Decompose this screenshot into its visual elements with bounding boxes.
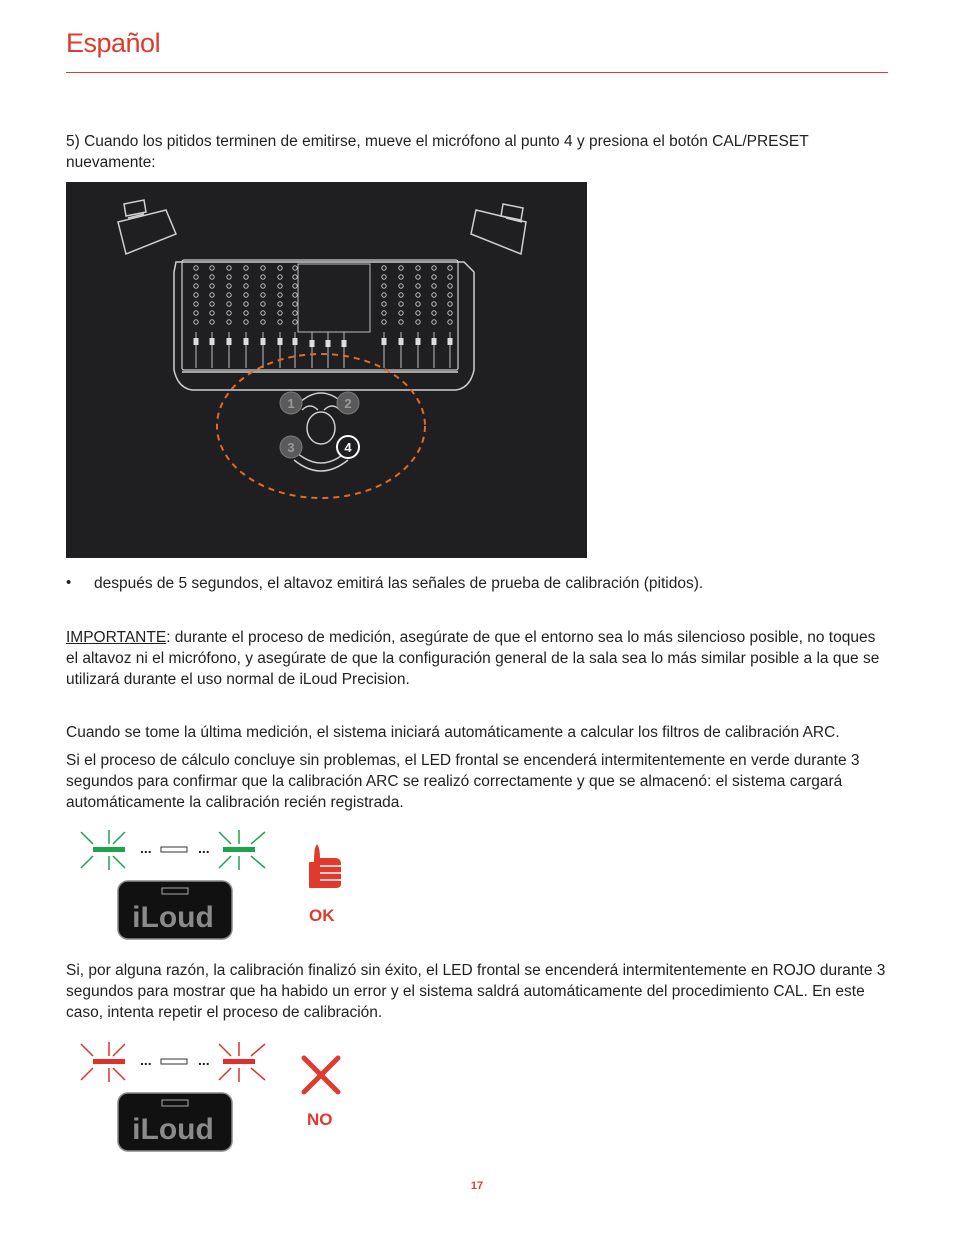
failure-illustration: [66, 1038, 366, 1163]
mixer-knob: [261, 284, 265, 288]
mixer-master-section: [298, 264, 370, 332]
mixer-knob: [227, 284, 231, 288]
mic-point-4: [337, 436, 359, 458]
svg-text:2: 2: [344, 396, 352, 411]
mixer-fader-cap: [416, 338, 421, 345]
calibration-diagram: [66, 182, 587, 558]
mixer-knob: [416, 293, 420, 297]
mic-point-1: [280, 392, 302, 414]
mic-point-2: [337, 392, 359, 414]
mixer-knob: [194, 320, 198, 324]
iloud-device: [118, 881, 232, 939]
page-number: 17: [470, 1180, 484, 1192]
left-speaker-icon: [118, 200, 176, 254]
mixer-knob: [293, 266, 297, 270]
ellipsis-left: ...: [140, 840, 152, 856]
mixer-knob: [293, 302, 297, 306]
mixer-knob: [210, 302, 214, 306]
mixer-knob: [416, 284, 420, 288]
mixer-diagram-svg: [66, 182, 587, 558]
mixer-knob: [382, 311, 386, 315]
led-blink-right-icon: [219, 1042, 265, 1082]
iloud-logo-text: iLoud: [132, 1113, 214, 1146]
mixer-knob: [244, 275, 248, 279]
important-note: [66, 627, 886, 690]
mixer-knob: [382, 266, 386, 270]
ellipsis-right: ...: [198, 1052, 210, 1068]
mixer-knob: [399, 293, 403, 297]
mixer-knob: [293, 275, 297, 279]
mixer-knob: [432, 302, 436, 306]
thumbs-up-icon: [309, 844, 341, 888]
mixer-knob: [432, 320, 436, 324]
mixer-knob: [416, 275, 420, 279]
mixer-knob: [227, 302, 231, 306]
measurement-area-outline: [217, 354, 425, 498]
mixer-knob: [227, 266, 231, 270]
mixer-fader-cap: [227, 338, 232, 345]
mixer-knob: [399, 275, 403, 279]
mixer-knob: [432, 275, 436, 279]
bullet-marker: •: [66, 574, 72, 591]
mixer-knob: [244, 293, 248, 297]
mixer-knob: [194, 266, 198, 270]
mixer-knob: [227, 293, 231, 297]
mixer-channel-strips: [194, 264, 453, 368]
mixer-fader-cap: [342, 340, 347, 347]
mixer-fader-cap: [293, 338, 298, 345]
svg-text:4: 4: [344, 440, 352, 455]
mixer-knob: [278, 320, 282, 324]
mixer-knob: [227, 275, 231, 279]
mixer-knob: [278, 284, 282, 288]
page-title: Español: [66, 28, 161, 58]
led-blink-left-icon: [81, 830, 125, 870]
mixer-knob: [227, 320, 231, 324]
mixer-knob: [416, 320, 420, 324]
mixer-fader-cap: [278, 338, 283, 345]
mixer-fader-cap: [326, 340, 331, 347]
mixer-knob: [399, 320, 403, 324]
led-off-indicator: [161, 1059, 187, 1064]
mixer-knob: [194, 275, 198, 279]
mixer-fader-cap: [244, 338, 249, 345]
success-text: Si el proceso de cálculo concluye sin problemas, el LED frontal se encenderá intermitentemente en verde durante 3 segundos para confirmar que la calibración ARC se realizó correctamente y que se almacenó: el sistema cargará automáticamente la calibración recién registrada.: [66, 752, 860, 811]
mixer-knob: [399, 311, 403, 315]
mixer-knob: [194, 302, 198, 306]
mixer-knob: [244, 311, 248, 315]
mixer-console: [174, 260, 474, 390]
ellipsis-right: ...: [198, 840, 210, 856]
mixer-knob: [261, 302, 265, 306]
mixer-knob: [432, 293, 436, 297]
mixer-knob: [278, 302, 282, 306]
mixer-knob: [448, 275, 452, 279]
mixer-knob: [210, 320, 214, 324]
right-speaker-icon: [471, 204, 526, 254]
mixer-knob: [399, 266, 403, 270]
mixer-knob: [278, 275, 282, 279]
mixer-knob: [227, 311, 231, 315]
mixer-knob: [261, 266, 265, 270]
mixer-knob: [261, 293, 265, 297]
important-text: : durante el proceso de medición, asegúrate de que el entorno sea lo más silencioso posible, no toques el altavoz ni el micrófono, y asegúrate de que la configuración general de la sala sea lo más similar posible a la que se utilizará durante el uso normal de iLoud Precision.: [66, 629, 880, 688]
mixer-knob: [261, 275, 265, 279]
mixer-knob: [448, 293, 452, 297]
iloud-device: [118, 1093, 232, 1151]
mixer-knob: [194, 311, 198, 315]
mixer-knob: [293, 293, 297, 297]
mixer-knob: [210, 293, 214, 297]
success-illustration: [66, 826, 366, 951]
step-5-text: 5) Cuando los pitidos terminen de emitirse, mueve el micrófono al punto 4 y presiona el botón CAL/PRESET nuevamente:: [66, 133, 809, 171]
mixer-fader-cap: [261, 338, 266, 345]
mixer-knob: [382, 302, 386, 306]
mixer-knob: [382, 320, 386, 324]
bullet-text: después de 5 segundos, el altavoz emitirá las señales de prueba de calibración (pitidos).: [94, 575, 704, 592]
mixer-knob: [416, 266, 420, 270]
mixer-knob: [244, 302, 248, 306]
mic-point-3: [280, 436, 302, 458]
led-blink-left-icon: [81, 1042, 125, 1082]
mixer-knob: [448, 320, 452, 324]
mixer-knob: [382, 275, 386, 279]
important-label: IMPORTANTE: [66, 629, 167, 646]
mixer-knob: [261, 320, 265, 324]
mixer-fader-cap: [432, 338, 437, 345]
mixer-knob: [278, 293, 282, 297]
mixer-fader-cap: [210, 338, 215, 345]
mixer-knob: [210, 266, 214, 270]
mixer-knob: [210, 275, 214, 279]
mixer-fader-cap: [448, 338, 453, 345]
x-mark-icon: [304, 1058, 338, 1092]
failure-led-svg: [66, 1038, 366, 1163]
mixer-knob: [293, 320, 297, 324]
header-divider: [66, 72, 888, 73]
mixer-knob: [244, 284, 248, 288]
mixer-knob: [448, 284, 452, 288]
mixer-knob: [244, 320, 248, 324]
mixer-knob: [210, 311, 214, 315]
mixer-knob: [432, 284, 436, 288]
mixer-fader-cap: [310, 340, 315, 347]
mixer-knob: [448, 311, 452, 315]
mixer-knob: [416, 302, 420, 306]
status-ok: OK: [309, 906, 335, 925]
mixer-knob: [399, 302, 403, 306]
mixer-knob: [382, 284, 386, 288]
mixer-knob: [448, 266, 452, 270]
mixer-knob: [399, 284, 403, 288]
status-no: NO: [307, 1110, 333, 1129]
mixer-knob: [382, 293, 386, 297]
mixer-knob: [416, 311, 420, 315]
mixer-knob: [432, 311, 436, 315]
mixer-knob: [261, 311, 265, 315]
mixer-knob: [278, 266, 282, 270]
mixer-knob: [244, 266, 248, 270]
mixer-fader-cap: [399, 338, 404, 345]
iloud-logo-text: iLoud: [132, 901, 214, 934]
mixer-knob: [293, 311, 297, 315]
mixer-knob: [448, 302, 452, 306]
svg-text:3: 3: [287, 440, 295, 455]
success-led-svg: [66, 826, 366, 951]
mixer-knob: [210, 284, 214, 288]
mixer-fader-cap: [194, 338, 199, 345]
calc-text: Cuando se tome la última medición, el sistema iniciará automáticamente a calcular los filtros de calibración ARC.: [66, 724, 840, 741]
mixer-knob: [194, 293, 198, 297]
mixer-knob: [432, 266, 436, 270]
mixer-knob: [194, 284, 198, 288]
mixer-fader-cap: [382, 338, 387, 345]
led-blink-right-icon: [219, 830, 265, 870]
mixer-knob: [293, 284, 297, 288]
mixer-knob: [278, 311, 282, 315]
ellipsis-left: ...: [140, 1052, 152, 1068]
led-off-indicator: [161, 847, 187, 852]
svg-text:1: 1: [287, 396, 295, 411]
failure-text: Si, por alguna razón, la calibración finalizó sin éxito, el LED frontal se encenderá intermitentemente en ROJO durante 3 segundos para mostrar que ha habido un error y el sistema saldrá automáticamente del procedimiento CAL. En este caso, intenta repetir el proceso de calibración.: [66, 962, 886, 1021]
